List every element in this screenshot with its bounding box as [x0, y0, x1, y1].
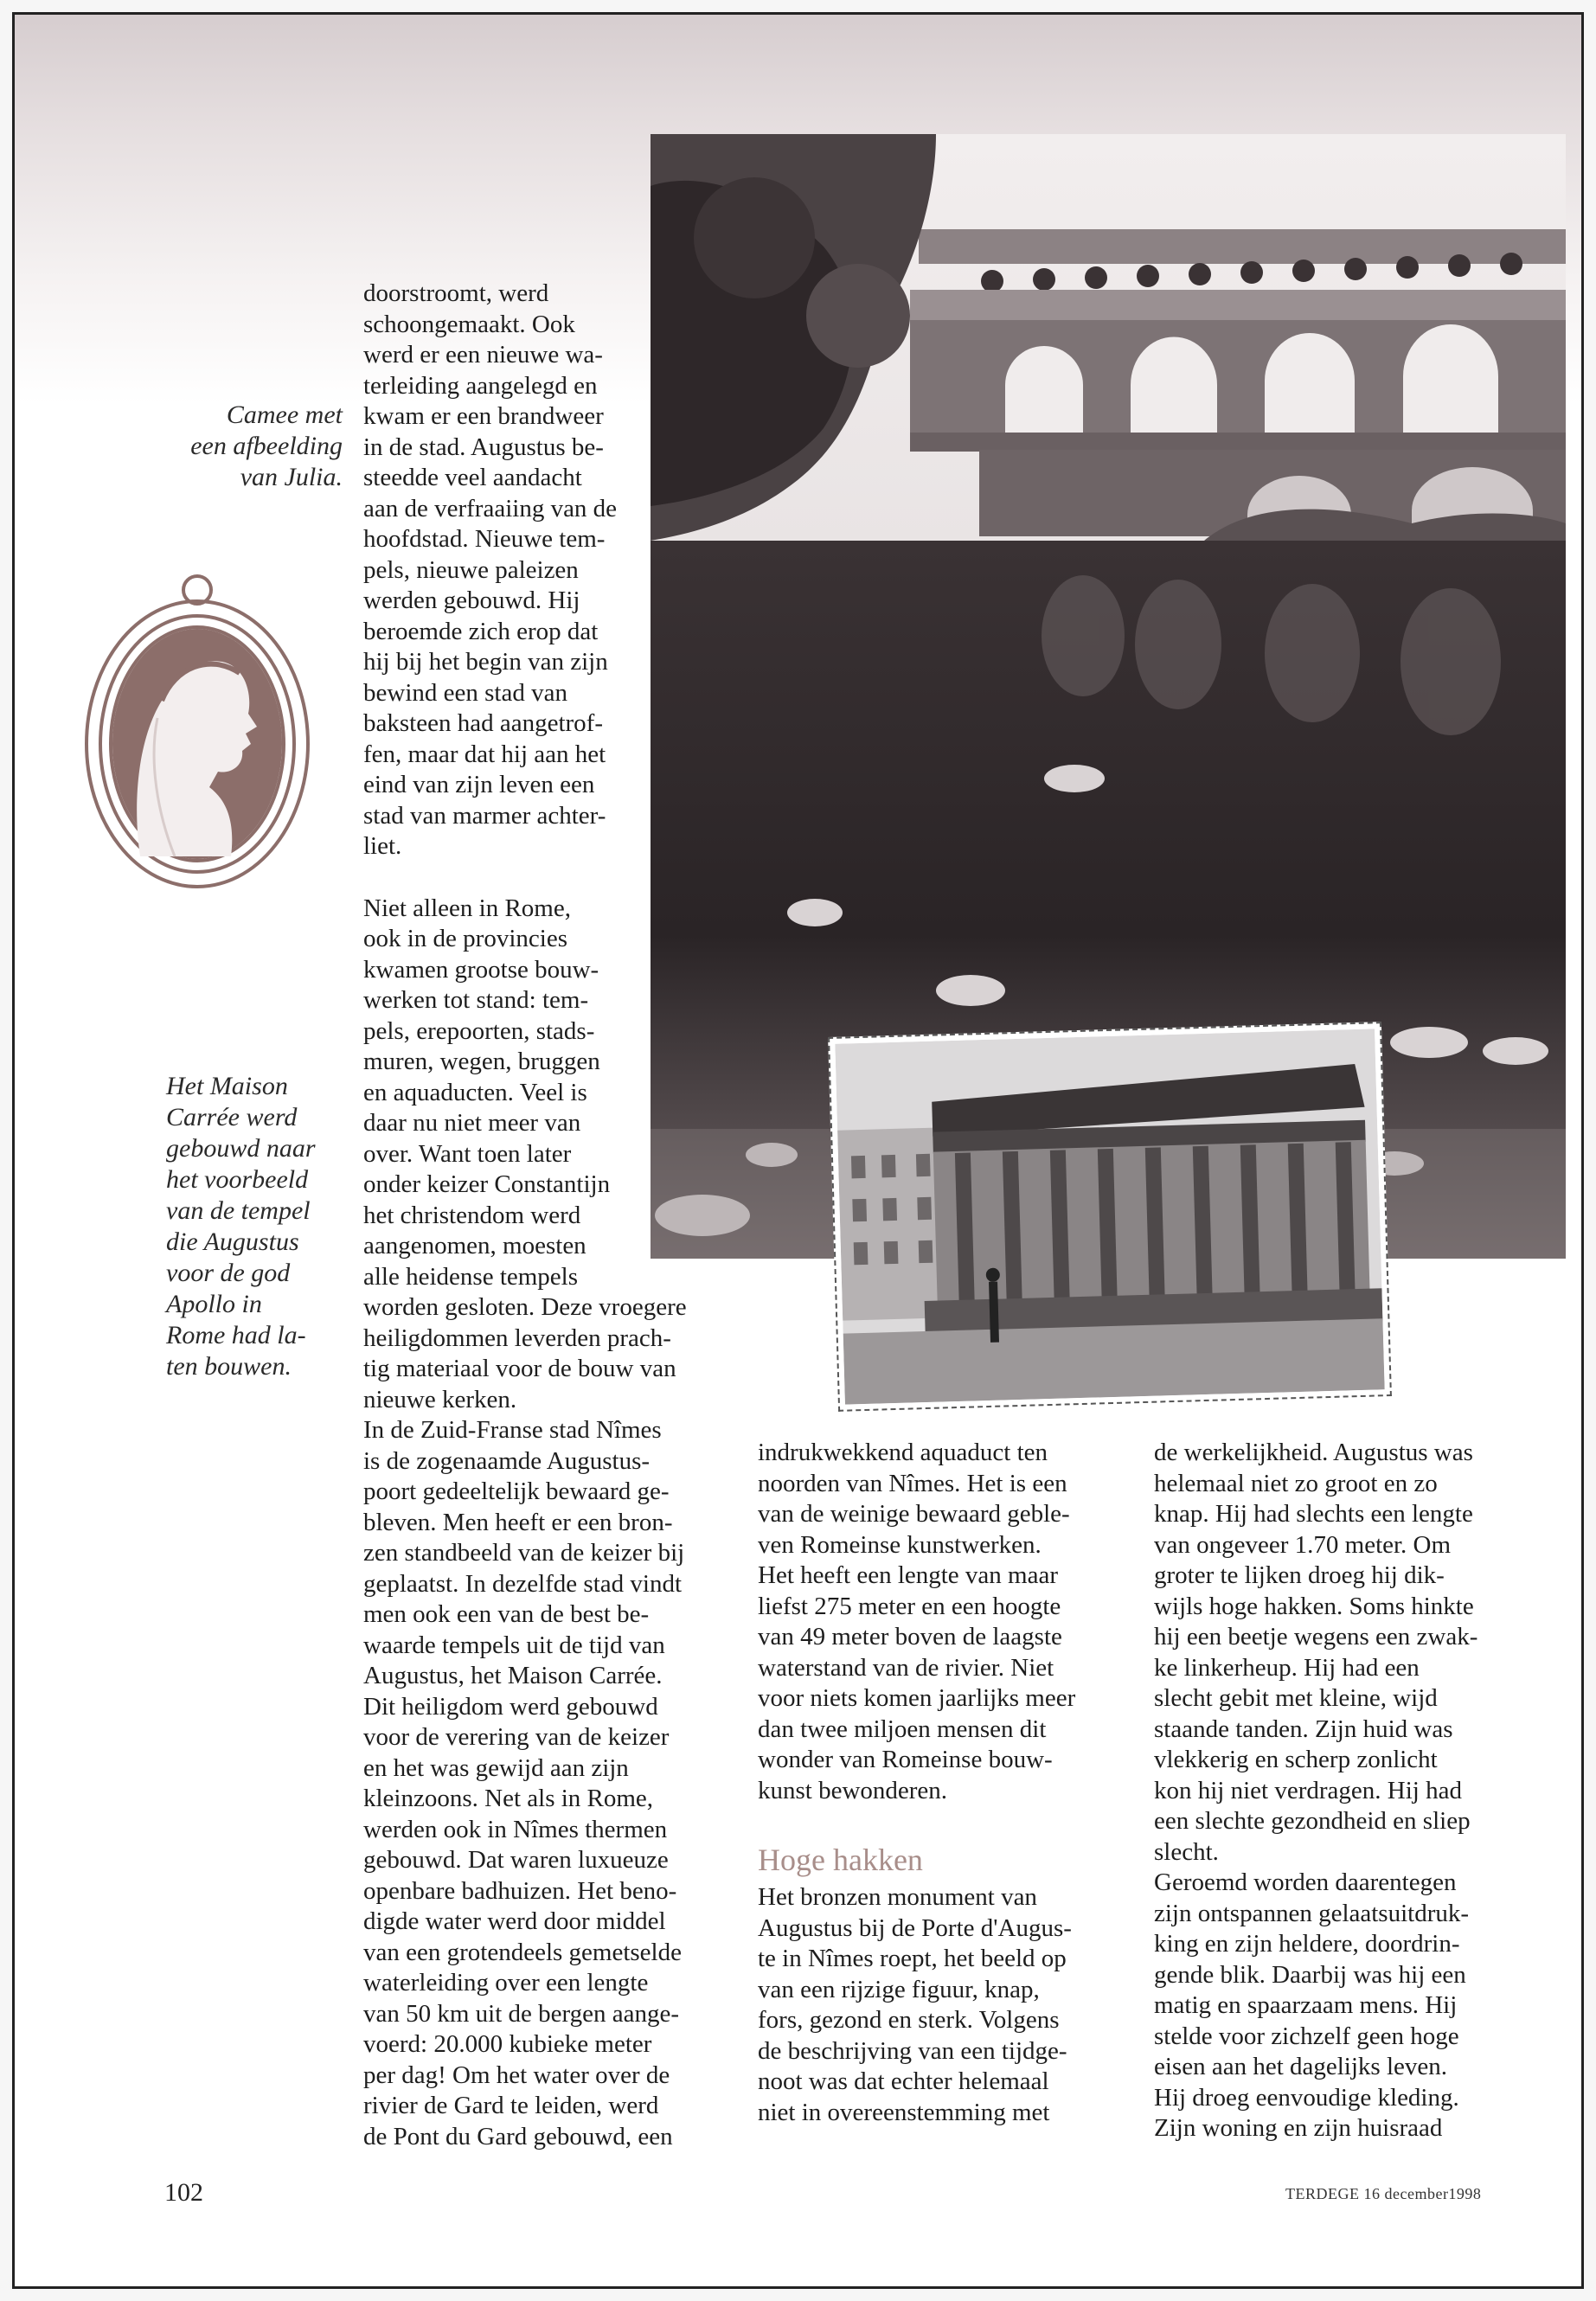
- section-heading: Hoge hakken: [758, 1843, 923, 1877]
- article-column-3: [1154, 1438, 1535, 2144]
- article-column-2: [758, 1438, 1121, 2128]
- page-number: 102: [164, 2178, 203, 2207]
- article-column-1: [363, 279, 744, 2152]
- cameo-julia-image: [80, 571, 315, 891]
- maison-carree-image: [835, 1029, 1384, 1404]
- paragraph: doorstroomt, werd schoongemaakt. Ook werd er een nieuwe wa- terleiding aangelegd en kwam er een brandweer in de stad. Augustus be- steedde veel aandacht aan de verfraaiing van de hoofdstad. Nieuwe tem- pels, nieuwe paleizen werden gebouwd. Hij beroemde zich erop dat hij bij het begin van zijn bewind een stad van baksteen had aangetrof- fen, maar dat hij aan het eind van zijn leven een stad van marmer achter- liet.: [363, 279, 618, 860]
- publication-footer: TERDEGE 16 december1998: [1285, 2185, 1482, 2202]
- paragraph: indrukwekkend aquaduct ten noorden van Nîmes. Het is een van de weinige bewaard geble- ven Romeinse kunstwerken. Het heeft een lengte van maar liefst 275 meter en een hoogte van 49 meter boven de laagste waterstand van de rivier. Niet voor niets komen jaarlijks meer dan twee miljoen mensen dit wonder van Romeinse bouw- kunst bewonderen.: [758, 1439, 1076, 1804]
- paragraph: de werkelijkheid. Augustus was helemaal niet zo groot en zo knap. Hij had slechts een lengte van ongeveer 1.70 meter. Om groter te lijken droeg hij dik- wijls hoge hakken. Soms hinkte hij een beetje wegens een zwak- ke linkerheup. Hij had een slecht gebit met kleine, wijd staande tanden. Zijn huid was vlekkerig en scherp zonlicht kon hij niet verdragen. Hij had een slechte gezondheid en sliep slecht. Geroemd worden daarentegen zijn ontspannen gelaatsuitdruk- king en zijn heldere, doordrin- gende blik. Daarbij was hij een matig en spaarzaam mens. Hij stelde voor zichzelf geen hoge eisen aan het dagelijks leven. Hij droeg eenvoudige kleding. Zijn woning en zijn huisraad: [1154, 1439, 1478, 2142]
- maison-carree-photo: [828, 1022, 1392, 1412]
- paragraph: Niet alleen in Rome, ook in de provincies kwamen grootse bouw- werken tot stand: tem- pels, erepoorten, stads- muren, wegen, bruggen en aquaducten. Veel is daar nu niet meer van over. Want toen later onder keizer Constantijn het christendom werd aangenomen, moesten alle heidense tempels worden gesloten. Deze vroegere heiligdommen leverden prach- tig materiaal voor de bouw van nieuwe kerken. In de Zuid-Franse stad Nîmes is de zogenaamde Augustus- poort gedeeltelijk bewaard ge- bleven. Men heeft er een bron- zen standbeeld van de keizer bij geplaatst. In dezelfde stad vindt men ook een van de best be- waarde tempels uit de tijd van Augustus, het Maison Carrée. Dit heiligdom werd gebouwd voor de verering van de keizer en het was gewijd aan zijn kleinzoons. Net als in Rome, werden ook in Nîmes thermen gebouwd. Dat waren luxueuze openbare badhuizen. Het beno- digde water werd door middel van een grotendeels gemetselde waterleiding over een lengte van 50 km uit de bergen aange- voerd: 20.000 kubieke meter per dag! Om het water over de rivier de Gard te leiden, werd de Pont du Gard gebouwd, een: [363, 894, 687, 2150]
- paragraph: Het bronzen monument van Augustus bij de Porte d'Augus- te in Nîmes roept, het beeld op van een rijzige figuur, knap, fors, gezond en sterk. Volgens de beschrijving van een tijdge- noot was dat echter helemaal niet in overeenstemming met: [758, 1883, 1072, 2126]
- caption-cameo: Camee met een afbeelding van Julia.: [190, 401, 343, 491]
- caption-maison-carree: Het Maison Carrée werd gebouwd naar het voorbeeld van de tempel die Augustus voor de god Apollo in Rome had la- ten bouwen.: [166, 1072, 316, 1381]
